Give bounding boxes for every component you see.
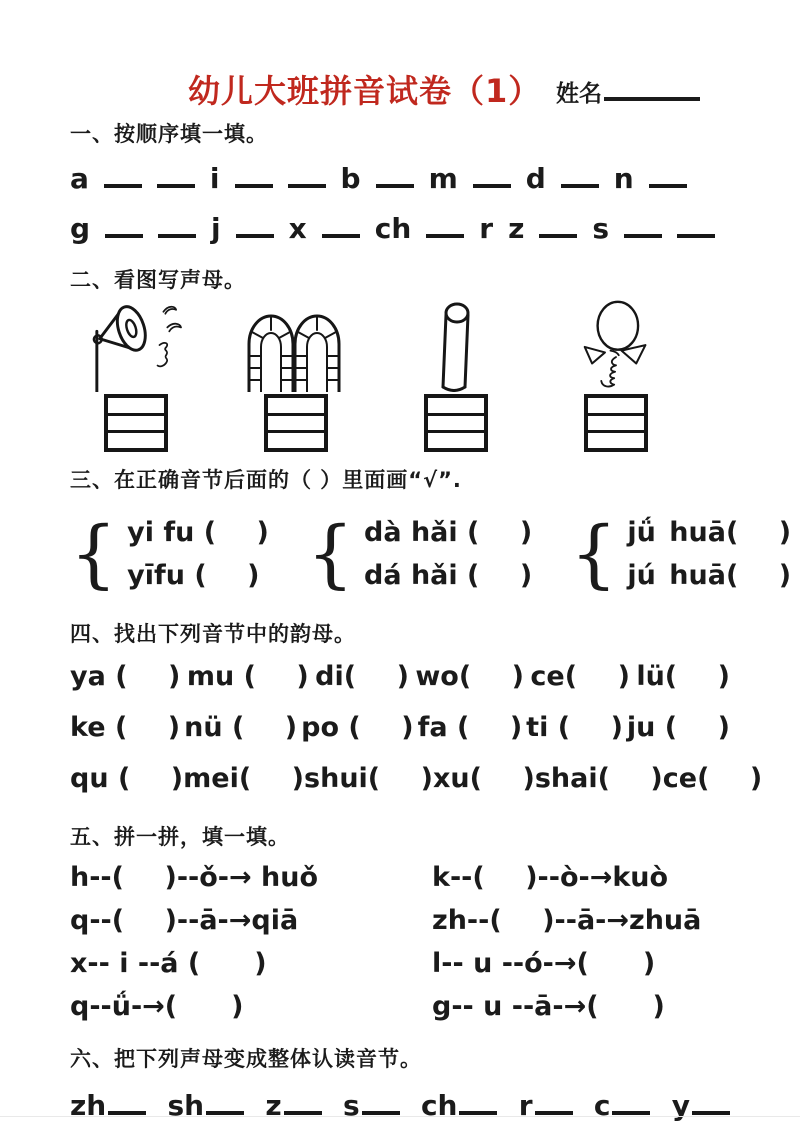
blank-line <box>206 1106 244 1115</box>
sequence-token <box>376 178 414 188</box>
brace-icon: { <box>306 511 354 597</box>
sequence-token <box>624 228 662 238</box>
initial-item <box>421 1089 498 1122</box>
syllable-item: mu ( ) <box>186 661 309 692</box>
initial-label: zh <box>70 1089 107 1122</box>
initial-item <box>519 1089 573 1122</box>
choice-option: jú huā( ) <box>627 560 792 591</box>
syllable-item: ce( ) <box>662 763 763 794</box>
equation: g-- u --ā-→( ) <box>432 991 665 1022</box>
letter-sequence-row-1 <box>70 162 730 198</box>
initial-item <box>70 1089 146 1122</box>
pictures-row <box>70 300 682 452</box>
syllable-item: di( ) <box>315 661 409 692</box>
syllable-item: shui( ) <box>304 763 433 794</box>
choice-option: dà hǎi ( ) <box>364 517 533 548</box>
blank-line <box>362 1106 400 1115</box>
choice-group-2 <box>307 509 532 599</box>
syllable-item: ti ( ) <box>526 712 623 743</box>
answer-box <box>104 394 168 452</box>
spelling-equations <box>70 851 730 1023</box>
blank-line <box>535 1106 573 1115</box>
initial-item <box>168 1089 245 1122</box>
sequence-token: ch <box>374 212 412 245</box>
section-2-heading: 二、看图写声母。 <box>70 268 246 292</box>
megaphone-icon <box>76 300 196 392</box>
initial-item <box>265 1089 321 1122</box>
name-field <box>556 74 700 108</box>
sequence-token: b <box>340 162 361 195</box>
sequence-token <box>288 178 326 188</box>
brace-icon: { <box>570 511 618 597</box>
blank-line <box>459 1106 497 1115</box>
sequence-token: n <box>613 162 634 195</box>
section-6-heading: 六、把下列声母变成整体认读音节。 <box>70 1047 422 1071</box>
header <box>70 0 730 118</box>
section-3-heading: 三、在正确音节后面的（ ）里面画“√”. <box>70 468 462 492</box>
letter-sequence-row-2 <box>70 212 730 248</box>
brace-icon: { <box>70 511 118 597</box>
sequence-token <box>561 178 599 188</box>
initial-label: sh <box>167 1089 205 1122</box>
picture-column-4 <box>550 300 682 452</box>
equation: q--( )--ā-→qiā <box>70 905 299 936</box>
picture-column-1 <box>70 300 202 452</box>
sequence-token: m <box>428 162 458 195</box>
sequence-token <box>426 228 464 238</box>
choice-option: yi fu ( ) <box>127 517 269 548</box>
blank-line <box>692 1106 730 1115</box>
sequence-token: a <box>70 162 89 195</box>
equation: k--( )--ò-→kuò <box>432 862 669 893</box>
page-title: 幼儿大班拼音试卷（1） <box>188 72 542 110</box>
sequence-token: d <box>525 162 546 195</box>
blank-line <box>284 1106 322 1115</box>
brick-arches-icon <box>242 300 350 392</box>
initial-label: ch <box>420 1089 458 1122</box>
syllable-item: nü ( ) <box>184 712 298 743</box>
syllable-choice-row <box>70 506 792 602</box>
section-5-heading: 五、拼一拼，填一填。 <box>70 825 290 849</box>
sequence-token: s <box>592 212 610 245</box>
equation: q--ǘ-→( ) <box>70 991 244 1022</box>
answer-box <box>424 394 488 452</box>
syllable-item: ce( ) <box>530 661 630 692</box>
answer-box <box>264 394 328 452</box>
sequence-token: g <box>70 212 91 245</box>
initial-label: y <box>671 1089 690 1122</box>
section-1-heading: 一、按顺序填一填。 <box>70 122 268 146</box>
sequence-token <box>322 228 360 238</box>
syllable-item: wo( ) <box>415 661 525 692</box>
initial-item <box>594 1089 651 1122</box>
sequence-token <box>677 228 715 238</box>
initial-item <box>343 1089 400 1122</box>
sequence-token <box>158 228 196 238</box>
sequence-token: j <box>211 212 221 245</box>
choice-option: yīfu ( ) <box>127 560 260 591</box>
name-blank-line <box>604 74 700 101</box>
choice-group-1 <box>70 509 269 599</box>
sequence-token <box>649 178 687 188</box>
answer-box <box>584 394 648 452</box>
stick-icon <box>402 300 510 392</box>
sequence-token <box>236 228 274 238</box>
sequence-token: x <box>288 212 307 245</box>
initials-row <box>70 1089 730 1122</box>
syllable-item: xu( ) <box>432 763 535 794</box>
sequence-token <box>105 228 143 238</box>
syllable-item: mei( ) <box>183 763 305 794</box>
blank-line <box>108 1106 146 1115</box>
equation: x-- i --á ( ) <box>70 948 267 979</box>
syllable-row-3 <box>70 763 763 801</box>
sequence-token <box>104 178 142 188</box>
sequence-token <box>235 178 273 188</box>
initial-item <box>672 1089 730 1122</box>
sequence-token <box>157 178 195 188</box>
syllable-row-1 <box>70 661 730 699</box>
sequence-token <box>473 178 511 188</box>
initial-label: r <box>518 1089 533 1122</box>
syllable-item: shai( ) <box>534 763 663 794</box>
choice-option: jǘ huā( ) <box>627 517 792 548</box>
syllable-item: fa ( ) <box>417 712 523 743</box>
name-label: 姓名 <box>556 81 602 107</box>
initial-label: z <box>265 1089 282 1122</box>
sequence-token <box>539 228 577 238</box>
syllable-item: qu ( ) <box>70 763 184 794</box>
equation: l-- u --ó-→( ) <box>432 948 656 979</box>
syllable-item: ya ( ) <box>70 661 181 692</box>
picture-column-2 <box>230 300 362 452</box>
equation: h--( )--ǒ-→ huǒ <box>70 862 318 893</box>
sequence-token: z <box>508 212 525 245</box>
initial-label: s <box>342 1089 360 1122</box>
picture-column-3 <box>390 300 522 452</box>
equation: zh--( )--ā-→zhuā <box>432 905 702 936</box>
sequence-token: r <box>479 212 494 245</box>
choice-group-3 <box>570 509 791 599</box>
initial-label: c <box>593 1089 611 1122</box>
choice-option: dá hǎi ( ) <box>364 560 533 591</box>
blank-line <box>612 1106 650 1115</box>
section-4-heading: 四、找出下列音节中的韵母。 <box>70 622 356 646</box>
syllable-row-2 <box>70 712 730 750</box>
syllable-item: ju ( ) <box>626 712 730 743</box>
syllable-item: lü( ) <box>636 661 730 692</box>
syllable-item: ke ( ) <box>70 712 181 743</box>
sequence-token: i <box>209 162 220 195</box>
balloon-icon <box>562 300 670 392</box>
syllable-item: po ( ) <box>301 712 414 743</box>
